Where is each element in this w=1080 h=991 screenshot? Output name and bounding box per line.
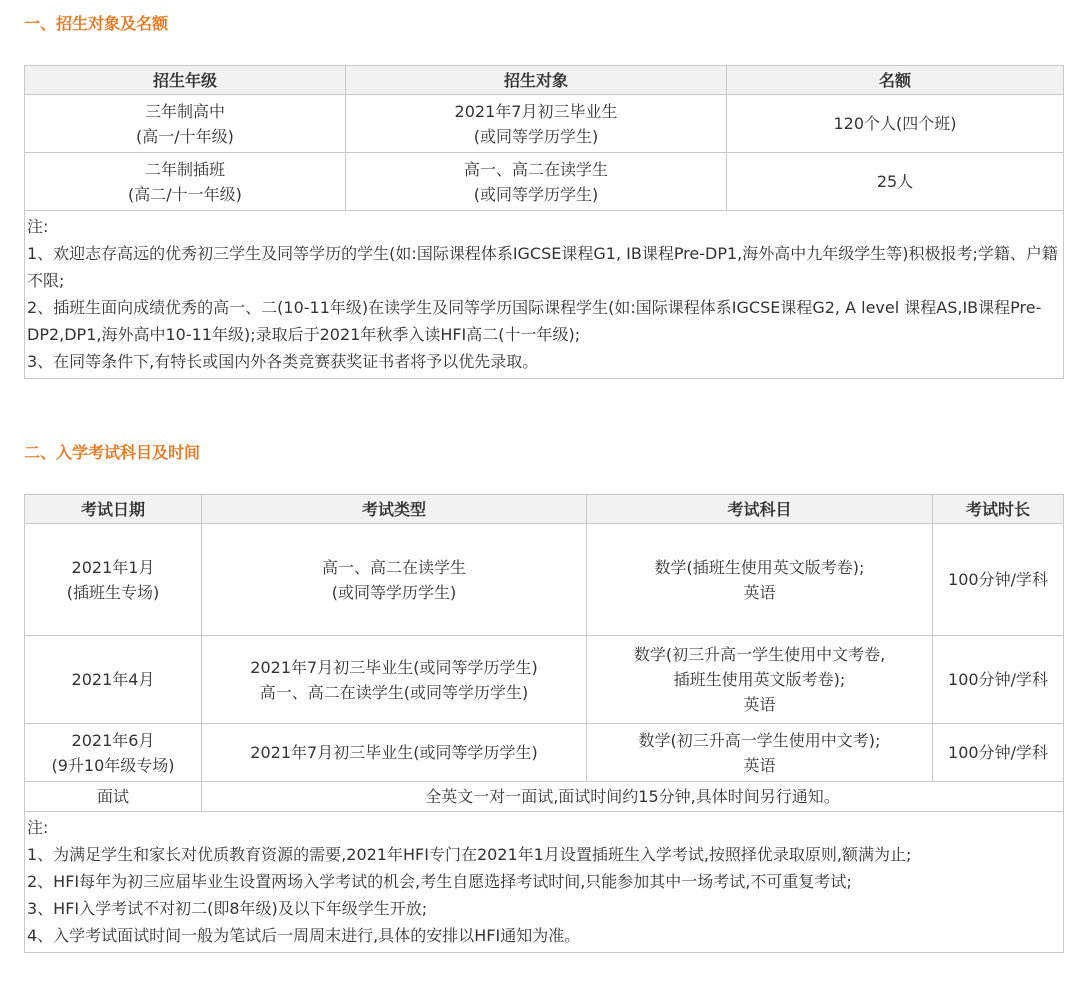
type-cell: 2021年7月初三毕业生(或同等学历学生) 高一、高二在读学生(或同等学历学生) bbox=[202, 636, 587, 724]
duration-cell: 100分钟/学科 bbox=[933, 724, 1064, 782]
note-line: 注: bbox=[27, 217, 49, 236]
note-line: 2、插班生面向成绩优秀的高一、二(10-11年级)在读学生及同等学历国际课程学生(如:国际课程体系IGCSE课程G2, A level 课程AS,IB课程Pre-DP2,DP1,海外高中10-11年级);录取后于2021年秋季入读HFI高二(十一年级); bbox=[27, 298, 1042, 344]
notes-row bbox=[25, 211, 1064, 379]
table-header-row bbox=[25, 66, 1064, 95]
section-title-enrollment: 一、招生对象及名额 bbox=[24, 14, 169, 33]
section-title-exam: 二、入学考试科目及时间 bbox=[24, 443, 201, 462]
target-cell: 高一、高二在读学生 (或同等学历学生) bbox=[346, 153, 727, 211]
table-header-row bbox=[25, 495, 1064, 524]
note-line: 注: bbox=[27, 818, 49, 837]
table-row bbox=[25, 153, 1064, 211]
type-cell: 高一、高二在读学生 (或同等学历学生) bbox=[202, 524, 587, 636]
header-quota: 名额 bbox=[727, 66, 1064, 95]
enrollment-table bbox=[24, 65, 1064, 379]
notes-row bbox=[25, 812, 1064, 953]
note-line: 1、为满足学生和家长对优质教育资源的需要,2021年HFI专门在2021年1月设置插班生入学考试,按照择优录取原则,额满为止; bbox=[27, 845, 912, 864]
header-type: 考试类型 bbox=[202, 495, 587, 524]
interview-text: 全英文一对一面试,面试时间约15分钟,具体时间另行通知。 bbox=[202, 782, 1064, 812]
notes-cell bbox=[25, 211, 1064, 379]
subject-cell: 数学(初三升高一学生使用中文考卷, 插班生使用英文版考卷); 英语 bbox=[587, 636, 933, 724]
type-cell: 2021年7月初三毕业生(或同等学历学生) bbox=[202, 724, 587, 782]
table-row bbox=[25, 724, 1064, 782]
table-row bbox=[25, 95, 1064, 153]
note-line: 2、HFI每年为初三应届毕业生设置两场入学考试的机会,考生自愿选择考试时间,只能参加其中一场考试,不可重复考试; bbox=[27, 872, 852, 891]
header-date: 考试日期 bbox=[25, 495, 202, 524]
subject-cell: 数学(初三升高一学生使用中文考); 英语 bbox=[587, 724, 933, 782]
interview-row bbox=[25, 782, 1064, 812]
header-target: 招生对象 bbox=[346, 66, 727, 95]
subject-cell: 数学(插班生使用英文版考卷); 英语 bbox=[587, 524, 933, 636]
grade-cell: 三年制高中 (高一/十年级) bbox=[25, 95, 346, 153]
note-line: 4、入学考试面试时间一般为笔试后一周周末进行,具体的安排以HFI通知为准。 bbox=[27, 926, 581, 945]
date-cell: 2021年6月 (9升10年级专场) bbox=[25, 724, 202, 782]
header-grade: 招生年级 bbox=[25, 66, 346, 95]
date-cell: 2021年1月 (插班生专场) bbox=[25, 524, 202, 636]
target-cell: 2021年7月初三毕业生 (或同等学历学生) bbox=[346, 95, 727, 153]
quota-cell: 25人 bbox=[727, 153, 1064, 211]
notes-cell bbox=[25, 812, 1064, 953]
date-cell: 2021年4月 bbox=[25, 636, 202, 724]
table-row bbox=[25, 636, 1064, 724]
header-subject: 考试科目 bbox=[587, 495, 933, 524]
quota-cell: 120个人(四个班) bbox=[727, 95, 1064, 153]
note-line: 3、在同等条件下,有特长或国内外各类竞赛获奖证书者将予以优先录取。 bbox=[27, 352, 539, 371]
table-row bbox=[25, 524, 1064, 636]
duration-cell: 100分钟/学科 bbox=[933, 524, 1064, 636]
grade-cell: 二年制插班 (高二/十一年级) bbox=[25, 153, 346, 211]
note-line: 1、欢迎志存高远的优秀初三学生及同等学历的学生(如:国际课程体系IGCSE课程G1, IB课程Pre-DP1,海外高中九年级学生等)积极报考;学籍、户籍不限; bbox=[27, 244, 1058, 290]
header-duration: 考试时长 bbox=[933, 495, 1064, 524]
interview-label: 面试 bbox=[25, 782, 202, 812]
exam-table bbox=[24, 494, 1064, 953]
note-line: 3、HFI入学考试不对初二(即8年级)及以下年级学生开放; bbox=[27, 899, 428, 918]
duration-cell: 100分钟/学科 bbox=[933, 636, 1064, 724]
